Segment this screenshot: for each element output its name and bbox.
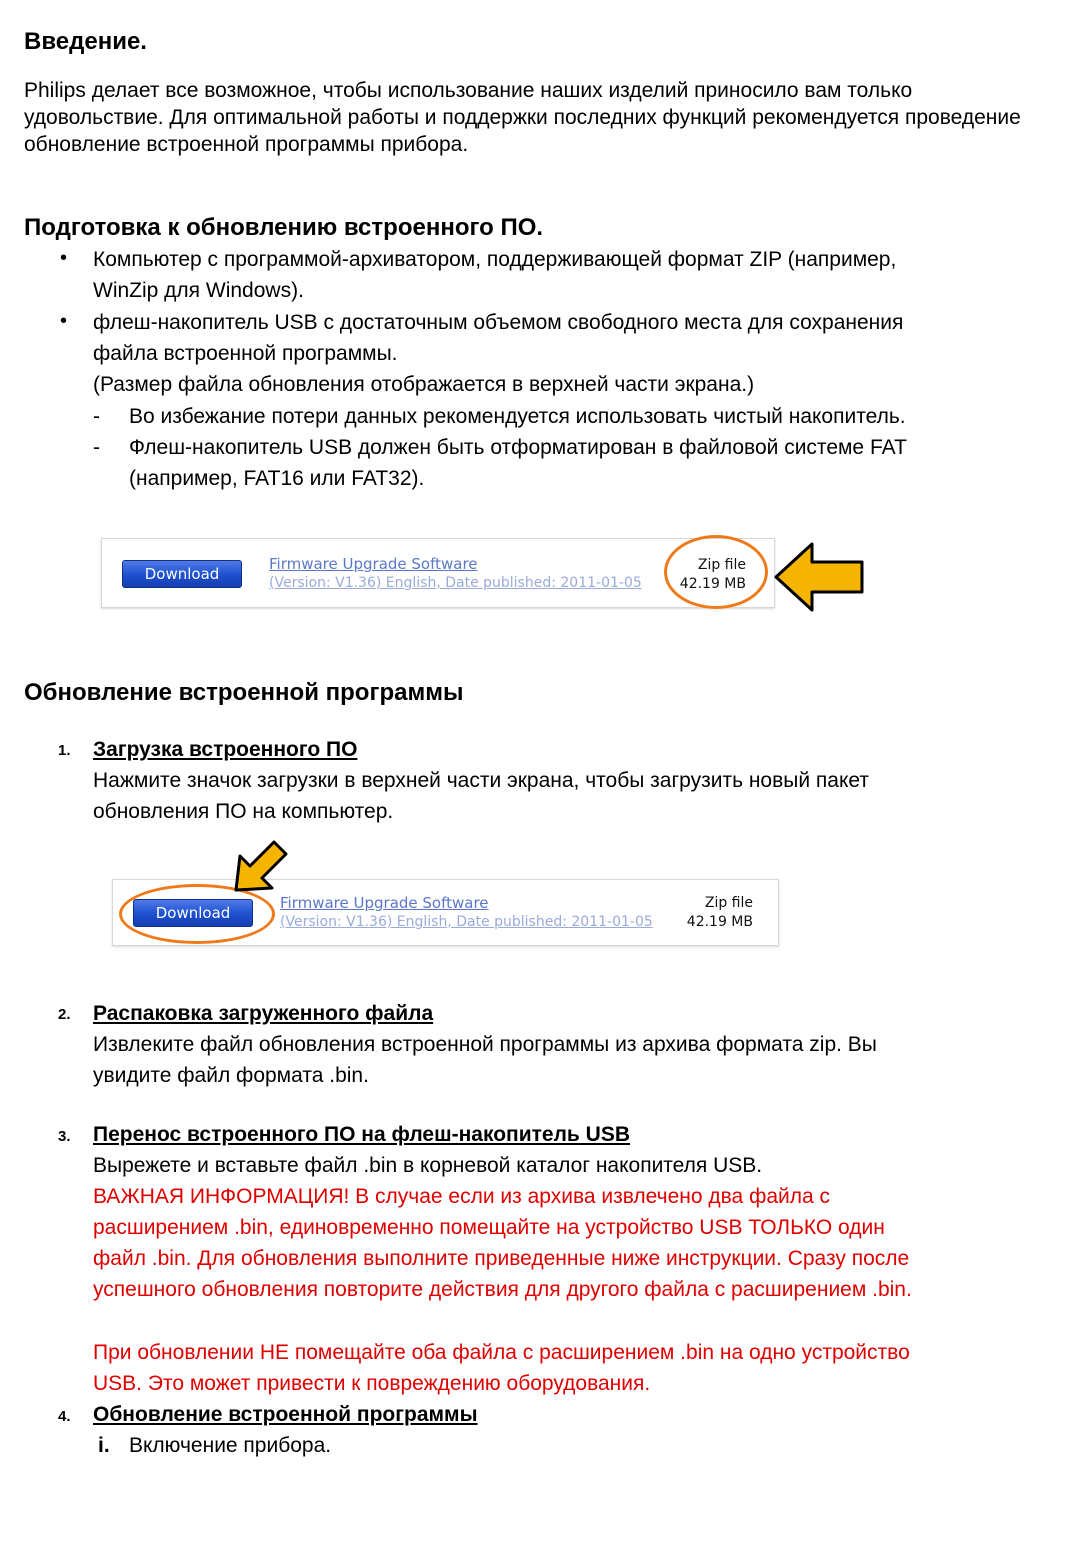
firmware-version-link[interactable]: (Version: V1.36) English, Date published: 2011-01-05 (269, 575, 642, 591)
step-3-warning-6: USB. Это может привести к повреждению оборудования. (93, 1372, 651, 1395)
dash-1: - (93, 405, 100, 428)
firmware-title-link[interactable]: Firmware Upgrade Software (280, 894, 489, 912)
step-4-title: Обновление встроенной программы (93, 1403, 478, 1426)
step-1-line1: Нажмите значок загрузки в верхней части экрана, чтобы загрузить новый пакет (93, 769, 870, 792)
bullet-2-line1: флеш-накопитель USB с достаточным объемом свободного места для сохранения (93, 311, 904, 334)
zip-size: 42.19 MB (679, 576, 746, 592)
arrow-down-left-icon (230, 834, 294, 898)
zip-info (673, 894, 753, 932)
step-3-warning-4: успешного обновления повторите действия для другого файла с расширением .bin. (93, 1278, 912, 1301)
bullet-2-line3: (Размер файла обновления отображается в верхней части экрана.) (93, 373, 755, 396)
download-button[interactable]: Download (133, 899, 253, 927)
intro-text: Philips делает все возможное, чтобы использование наших изделий приносило вам только удовольствие. Для оптимальной работы и поддержки последних функций рекомендуется проведение обновление встроенной программы прибора. (24, 79, 1021, 156)
step-1-title: Загрузка встроенного ПО (93, 738, 358, 761)
step-4-sub-text: Включение прибора. (129, 1434, 332, 1457)
size-highlight-ring (664, 535, 768, 609)
zip-label: Zip file (704, 895, 753, 911)
step-3-warning-3: файл .bin. Для обновления выполните приведенные ниже инструкции. Сразу после (93, 1247, 910, 1270)
step-2-number: 2. (58, 1006, 71, 1023)
firmware-title-link[interactable]: Firmware Upgrade Software (269, 555, 478, 573)
arrow-left-icon (772, 540, 868, 614)
bullet-1: • (60, 247, 68, 269)
bullet-2-line2: файла встроенной программы. (93, 342, 398, 365)
step-3-warning-1: ВАЖНАЯ ИНФОРМАЦИЯ! В случае если из архива извлечено два файла с (93, 1185, 831, 1208)
bullet-1-line2: WinZip для Windows). (93, 279, 304, 302)
sub-bullet-2-line2: (например, FAT16 или FAT32). (129, 467, 425, 490)
step-2-line1: Извлеките файл обновления встроенной программы из архива формата zip. Вы (93, 1033, 877, 1056)
step-3-title: Перенос встроенного ПО на флеш-накопитель USB (93, 1123, 630, 1146)
zip-label: Zip file (697, 557, 746, 573)
download-widget-size (101, 538, 775, 608)
download-button[interactable]: Download (122, 560, 242, 588)
firmware-version-link[interactable]: (Version: V1.36) English, Date published: 2011-01-05 (280, 914, 653, 930)
zip-size: 42.19 MB (686, 914, 753, 930)
step-3-warning-2: расширением .bin, единовременно помещайте на устройство USB ТОЛЬКО один (93, 1216, 885, 1239)
step-4-sub-number: i. (98, 1434, 110, 1457)
step-3-warning-5: При обновлении НЕ помещайте оба файла с расширением .bin на одно устройство (93, 1341, 910, 1364)
update-heading: Обновление встроенной программы (24, 679, 464, 706)
dash-2: - (93, 436, 100, 459)
sub-bullet-1: Во избежание потери данных рекомендуется использовать чистый накопитель. (129, 405, 906, 428)
bullet-2: • (60, 310, 68, 332)
prep-heading: Подготовка к обновлению встроенного ПО. (24, 214, 544, 241)
download-widget-button (112, 879, 779, 946)
step-3-number: 3. (58, 1128, 71, 1145)
sub-bullet-2-line1: Флеш-накопитель USB должен быть отформатирован в файловой системе FAT (129, 436, 907, 459)
intro-heading: Введение. (24, 28, 147, 55)
step-1-number: 1. (58, 742, 71, 759)
step-2-line2: увидите файл формата .bin. (93, 1064, 369, 1087)
step-2-title: Распаковка загруженного файла (93, 1002, 434, 1025)
step-1-line2: обновления ПО на компьютер. (93, 800, 394, 823)
step-3-line1: Вырежете и вставьте файл .bin в корневой каталог накопителя USB. (93, 1154, 763, 1177)
step-4-number: 4. (58, 1408, 71, 1425)
bullet-1-line1: Компьютер с программой-архиватором, поддерживающей формат ZIP (например, (93, 248, 897, 271)
